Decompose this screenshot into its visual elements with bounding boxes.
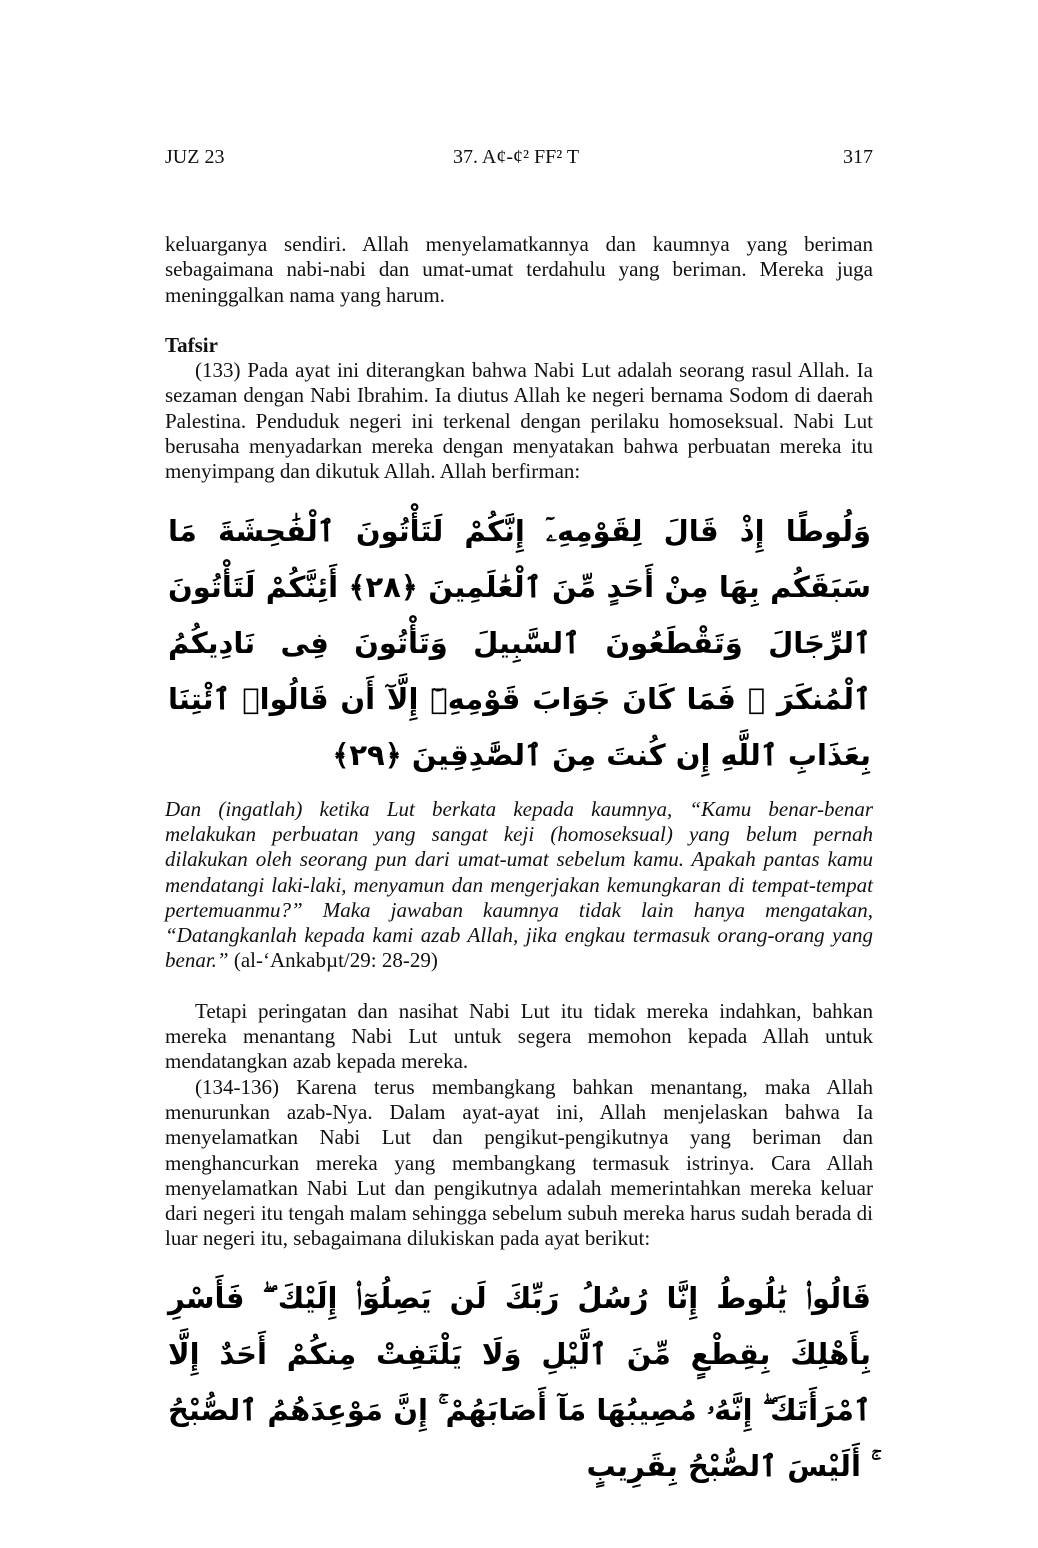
body-section-1 — [165, 232, 873, 485]
surah-title: 37. A¢-¢² FF² T — [453, 146, 580, 168]
paragraph-tafsir-134-136: (134-136) Karena terus membangkang bahkan menantang, maka Allah menurunkan azab-Nya. Dalam ayat-ayat ini, Allah menjelaskan bahwa Ia menyelamatkan Nabi Lut dan pengikut-pengikutnya yang beriman dan menghancurkan mereka yang membangkang termasuk istrinya. Cara Allah menyelamatkan Nabi Lut dan pengikutnya adalah memerintahkan mereka keluar dari negeri itu tengah malam sehingga sebelum subuh mereka harus sudah berada di luar negeri itu, sebagaimana dilukiskan pada ayat berikut: — [165, 1074, 873, 1251]
arabic-verse-29-28-29: وَلُوطًا إِذْ قَالَ لِقَوْمِهِۦٓ إِنَّكُمْ لَتَأْتُونَ ٱلْفَٰحِشَةَ مَا سَبَقَكُم بِهَا مِنْ أَحَدٍ مِّنَ ٱلْعَٰلَمِينَ ﴿٢٨﴾ أَئِنَّكُمْ لَتَأْتُونَ ٱلرِّجَالَ وَتَقْطَعُونَ ٱلسَّبِيلَ وَتَأْتُونَ فِى نَادِيكُمُ ٱلْمُنكَرَ ۖ فَمَا كَانَ جَوَابَ قَوْمِهِۦٓ إِلَّآ أَن قَالُوا۟ ٱئْتِنَا بِعَذَابِ ٱللَّهِ إِن كُنتَ مِنَ ٱلصَّٰدِقِينَ ﴿٢٩﴾ — [168, 513, 871, 772]
arabic-verse-11-81: قَالُوا۟ يَٰلُوطُ إِنَّا رُسُلُ رَبِّكَ لَن يَصِلُوٓا۟ إِلَيْكَ ۖ فَأَسْرِ بِأَهْلِكَ بِقِطْعٍ مِّنَ ٱلَّيْلِ وَلَا يَلْتَفِتْ مِنكُمْ أَحَدٌ إِلَّا ٱمْرَأَتَكَ ۖ إِنَّهُۥ مُصِيبُهَا مَآ أَصَابَهُمْ ۚ إِنَّ مَوْعِدَهُمُ ٱلصُّبْحُ ۚ أَلَيْسَ ٱلصُّبْحُ بِقَرِيبٍ — [168, 1280, 871, 1483]
juz-label: JUZ 23 — [165, 146, 225, 168]
page-number: 317 — [843, 146, 873, 168]
verse-translation: Dan (ingatlah) ketika Lut berkata kepada kaumnya, “Kamu benar-benar melakukan perbuatan yang sangat keji (homoseksual) yang belum pernah dilakukan oleh seorang pun dari umat-umat sebelum kamu. Apakah pantas kamu mendatangi laki-laki, menyamun dan mengerjakan kemungkaran di tempat-tempat pertemuanmu?” Maka jawaban kaumnya tidak lain hanya mengatakan, “Datangkanlah kepada kami azab Allah, jika engkau termasuk orang-orang yang benar.” — [165, 796, 873, 973]
tafsir-heading: Tafsir — [165, 332, 218, 357]
paragraph-continuation: keluarganya sendiri. Allah menyelamatkannya dan kaumnya yang beriman sebagaimana nabi-nabi dan umat-umat terdahulu yang beriman. Mereka juga meninggalkan nama yang harum. — [165, 232, 873, 307]
verse-citation: (al-‘Ankabµt/29: 28-29) — [233, 948, 438, 973]
paragraph-tafsir-133: (133) Pada ayat ini diterangkan bahwa Nabi Lut adalah seorang rasul Allah. Ia sezaman dengan Nabi Ibrahim. Ia diutus Allah ke negeri bernama Sodom di daerah Palestina. Penduduk negeri ini terkenal dengan perilaku homoseksual. Nabi Lut berusaha menyadarkan mereka dengan menyatakan bahwa perbuatan mereka itu menyimpang dan dikutuk Allah. Allah berfirman: — [165, 358, 873, 484]
running-header — [165, 146, 873, 172]
paragraph-warning: Tetapi peringatan dan nasihat Nabi Lut itu tidak mereka indahkan, bahkan mereka menantang Nabi Lut untuk segera memohon kepada Allah untuk mendatangkan azab kepada mereka. — [165, 998, 873, 1074]
translation-block — [165, 797, 873, 1252]
